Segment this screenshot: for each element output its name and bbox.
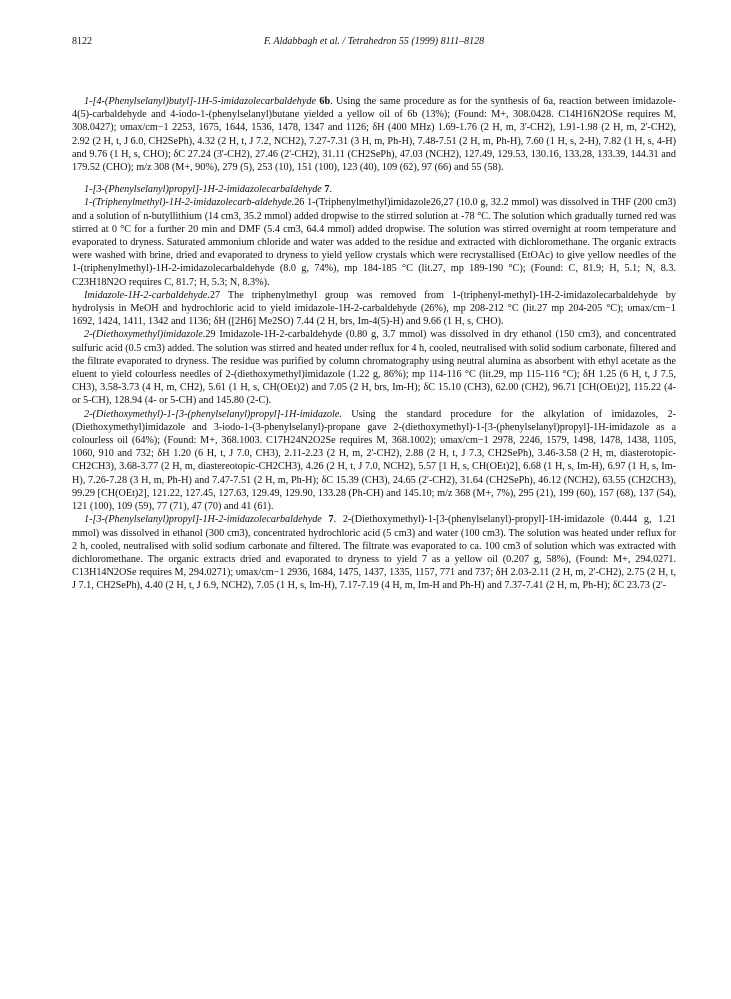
running-title: F. Aldabbagh et al. / Tetrahedron 55 (1999) 8111–8128: [263, 36, 485, 47]
page-header: [72, 36, 676, 52]
section-6b: [72, 95, 676, 174]
section-7-heading: [72, 183, 676, 196]
page-number: 8122: [72, 36, 92, 47]
section-body: Using the standard procedure for the alkylation of imidazoles, 2-(Diethoxymethyl)imidazole and 3-iodo-1-(3-phenylselanyl)-propane gave 2-(diethoxymethyl)-1-[3-(phenylselanyl)propyl]-1H-imidazole as a colourless oil (64%); (Found: M+, 368.1003. C17H24N2O2Se requires M, 368.1002); υmax/cm−1 2978, 2246, 1579, 1498, 1478, 1438, 1105, 1060, 910 and 732; δH 1.20 (6 H, t, J 7.0, CH3), 2.11-2.23 (2 H, m, 2'-CH2), 2.88 (2 H, t, J 7.3, CH2SePh), 3.46-3.58 (2 H, m, diasterotopic-CH2CH3), 3.68-3.77 (2 H, m, diastereotopic-CH2CH3), 4.26 (2 H, t, J 7.0, NCH2), 5.57 [1 H, s, CH(OEt)2], 6.68 (1 H, s, Im-H), 6.97 (1 H, s, Im-H), 7.26-7.28 (3 H, m, Ph-H) and 7.47-7.51 (2 H, m, Ph-H); δC 15.39 (CH3), 24.65 (2'-CH2), 31.64 (CH2SePh), 46.12 (NCH2), 63.55 (CH2CH3), 99.29 [CH(OEt)2], 121.22, 127.45, 127.63, 129.49, 129.90, 133.28 (Ph-CH) and 145.10; m/z 368 (M+, 7%), 295 (21), 199 (60), 157 (68), 137 (54), 121 (100), 109 (59), 77 (71), 47 (70) and 41 (61).: [72, 408, 676, 513]
section-title: 1-[4-(Phenylselanyl)butyl]-1H-5-imidazolecarbaldehyde: [84, 96, 316, 107]
section-body: 27 The triphenylmethyl group was removed from 1-(triphenyl-methyl)-1H-2-imidazolecarbaldehyde by hydrolysis in MeOH and hydrochloric acid to yield imidazole-1H-2-carbaldehyde (26%), mp 208-212 °C (lit.27 mp 204-205 °C); υmax/cm−1 1692, 1424, 1411, 1342 and 1136; δH ([2H6] Me2SO) 7.44 (2 H, brs, Im-4(5)-H) and 9.66 (1 H, s, CHO).: [72, 289, 676, 328]
section-title: 1-[3-(Phenylselanyl)propyl]-1H-2-imidazolecarbaldehyde: [84, 514, 322, 526]
section-title: 1-(Triphenylmethyl)-1H-2-imidazolecarb-aldehyde.: [84, 197, 295, 209]
section-title: 2-(Diethoxymethyl)imidazole.: [84, 329, 206, 341]
article-body: [72, 95, 676, 593]
section-body: .: [329, 184, 333, 196]
compound-number: 6b: [319, 96, 331, 107]
compound-number: 7: [328, 514, 334, 526]
section-body: 29 Imidazole-1H-2-carbaldehyde (0.80 g, 3.7 mmol) was dissolved in dry ethanol (150 cm3), and concentrated sulfuric acid (0.5 cm3) added. The solution was stirred and heated under reflux for 4 h, cooled, neutralised with solid sodium carbonate, filtered and the filtrate evaporated to dryness. The residue was purified by column chromatography using neutral alumina as absorbent with ethyl acetate as the eluent to yield colourless needles of 2-(diethoxymethyl)imidazole (1.22 g, 86%); mp 114-116 °C (lit.29, mp 115-116 °C); δH 1.25 (6 H, t, J 7.5, CH3), 3.58-3.73 (4 H, m, CH2), 5.61 (1 H, s, CH(OEt)2) and 7.05 (2 H, brs, Im-H); δC 15.10 (CH3), 62.00 (CH2), 96.71 [CH(OEt)2], 115.22 (4- or 5-CH), 128.94 (4- or 5-CH) and 145.80 (2-C).: [72, 329, 676, 407]
section-body: . Using the same procedure as for the synthesis of 6a, reaction between imidazole-4(5)-carbaldehyde and 4-iodo-1-(phenylselanyl)butane yielded a yellow oil of 6b (13%); (Found: M+, 308.0428. C14H16N2OSe requires M, 308.0427); υmax/cm−1 2253, 1675, 1644, 1536, 1478, 1347 and 1126; δH (400 MHz) 1.69-1.76 (2 H, m, 3'-CH2), 1.91-1.98 (2 H, m, 2'-CH2), 2.92 (2 H, t, J 6.0, CH2SePh), 4.32 (2 H, t, J 7.2, NCH2), 7.27-7.31 (3 H, m, Ph-H), 7.48-7.51 (2 H, m, Ph-H), 7.60 (1 H, s, 2-H), 7.82 (1 H, s, 4-H) and 9.76 (1 H, s, CHO); δC 27.24 (3'-CH2), 27.46 (2'-CH2), 31.11 (CH2SePh), 47.03 (NCH2), 127.49, 129.53, 130.16, 133.28, 133.39, 144.31 and 179.52 (CHO); m/z 308 (M+, 90%), 279 (5), 253 (10), 151 (100), 123 (40), 109 (62), 97 (66) and 55 (58).: [72, 96, 676, 174]
section-title: 2-(Diethoxymethyl)-1-[3-(phenylselanyl)propyl]-1H-imidazole.: [84, 408, 342, 420]
section-imidazole-carbaldehyde: [72, 289, 676, 329]
section-title: Imidazole-1H-2-carbaldehyde.: [84, 289, 210, 301]
section-body: . 2-(Diethoxymethyl)-1-[3-(phenylselanyl)-propyl]-1H-imidazole (0.444 g, 1.21 mmol) was dissolved in ethanol (300 cm3), concentrated hydrochloric acid (5 cm3) and water (100 cm3). The solution was heated under reflux for 2 h, cooled, neutralised with solid sodium carbonate and filtered. The filtrate was evaporated to ca. 100 cm3 of solution which was extracted with dichloromethane. The organic extracts dried and evaporated to dryness to yield 7 as a yellow oil (0.207 g, 58%), (Found: M+, 294.0271. C13H14N2OSe requires M, 294.0271); υmax/cm−1 2936, 1684, 1475, 1437, 1335, 1157, 771 and 737; δH 2.03-2.11 (2 H, m, 2'-CH2), 2.75 (2 H, t, J 7.1, CH2SePh), 4.40 (2 H, t, J 6.9, NCH2), 7.05 (1 H, s, Im-H), 7.17-7.19 (4 H, m, Im-H and Ph-H) and 7.37-7.41 (2 H, m, Ph-H); δC 23.73 (2'-: [72, 514, 676, 592]
section-body: 26 1-(Triphenylmethyl)imidazole26,27 (10.0 g, 32.2 mmol) was dissolved in THF (200 cm3) and a solution of n-butyllithium (14 cm3, 35.2 mmol) added dropwise to the stirred solution at -78 °C. The solution which gradually turned red was stirred at 0 °C for a further 20 min and DMF (5.4 cm3, 64.4 mmol) added dropwise. The solution was stirred overnight at room temperature and evaporated to dryness. Saturated ammonium chloride and water was added to the residue and extracted with dichloromethane. The organic extracts were washed with brine, dried and evaporated to dryness to yield yellow crystals which were recrystallised (EtOAc) to give yellow needles of the 1-(triphenylmethyl)-1H-2-imidazolecarbaldehyde (8.0 g, 74%), mp 184-185 °C (lit.27, mp 189-190 °C); (Found: C, 81.9; H, 5.1; N, 8.3. C23H18N2O requires C, 81.7; H, 5.3; N, 8.3%).: [72, 197, 676, 288]
section-diethoxymethyl-phenylselanyl: [72, 408, 676, 514]
section-title: 1-[3-(Phenylselanyl)propyl]-1H-2-imidazolecarbaldehyde: [84, 184, 322, 196]
section-diethoxymethyl-imidazole: [72, 328, 676, 407]
compound-number: 7: [324, 184, 330, 196]
section-triphenylmethyl: [72, 196, 676, 288]
section-7-final: [72, 513, 676, 592]
